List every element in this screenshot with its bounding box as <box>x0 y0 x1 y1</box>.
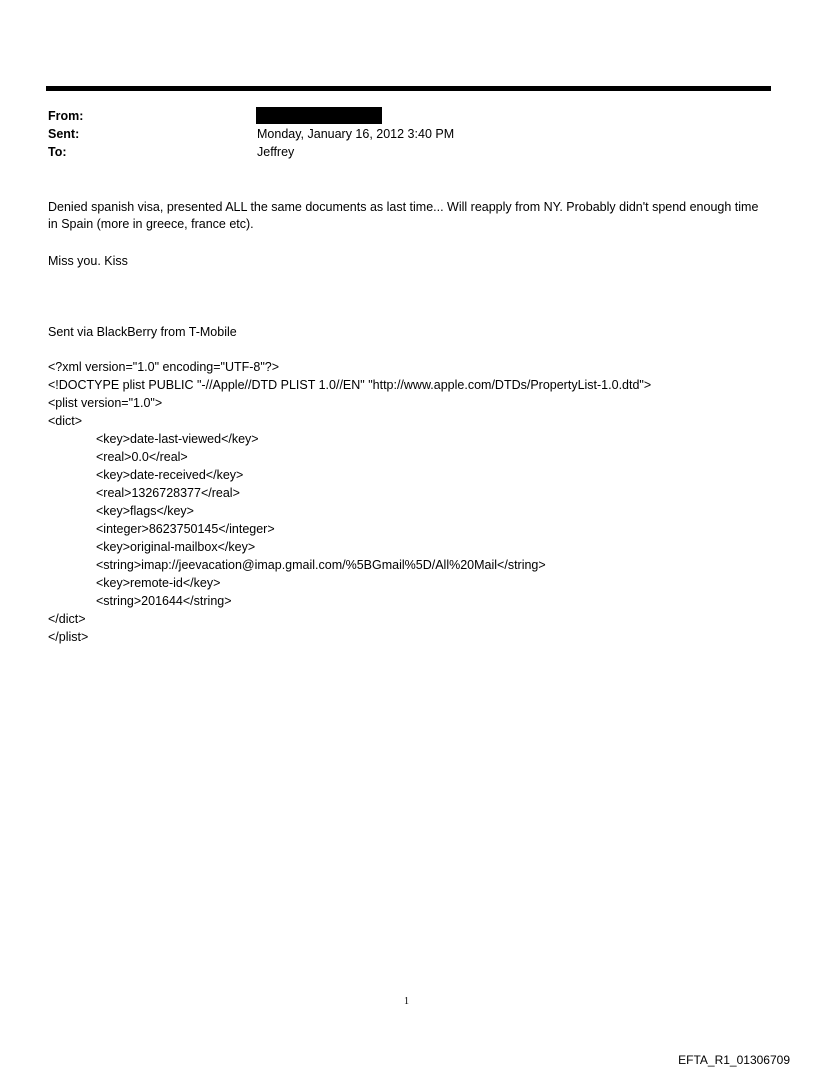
xml-line: <!DOCTYPE plist PUBLIC "-//Apple//DTD PLIST 1.0//EN" "http://www.apple.com/DTDs/PropertyList-1.0.dtd"> <box>48 378 652 392</box>
sent-label: Sent: <box>48 127 80 141</box>
to-label: To: <box>48 145 67 159</box>
xml-line: <key>date-last-viewed</key> <box>96 432 259 446</box>
xml-line: <real>1326728377</real> <box>96 486 240 500</box>
xml-line: </plist> <box>48 630 89 644</box>
xml-line: <string>201644</string> <box>96 594 232 608</box>
xml-line: </dict> <box>48 612 86 626</box>
xml-line: <key>flags</key> <box>96 504 194 518</box>
sent-value: Monday, January 16, 2012 3:40 PM <box>257 127 455 141</box>
message-signature: Sent via BlackBerry from T-Mobile <box>48 325 237 339</box>
xml-line: <integer>8623750145</integer> <box>96 522 275 536</box>
xml-line: <key>date-received</key> <box>96 468 244 482</box>
xml-line: <string>imap://jeevacation@imap.gmail.com/%5BGmail%5D/All%20Mail</string> <box>96 558 546 572</box>
page-number: 1 <box>404 996 409 1007</box>
xml-line: <key>remote-id</key> <box>96 576 221 590</box>
message-paragraph-1: Denied spanish visa, presented ALL the same documents as last time... Will reapply from NY. Probably didn't spend enough time in Spain (more in greece, france etc). <box>48 200 759 231</box>
header-rule <box>46 86 771 91</box>
to-value: Jeffrey <box>257 145 295 159</box>
xml-line: <real>0.0</real> <box>96 450 188 464</box>
message-paragraph-2: Miss you. Kiss <box>48 254 128 268</box>
xml-line: <key>original-mailbox</key> <box>96 540 256 554</box>
xml-line: <plist version="1.0"> <box>48 396 163 410</box>
document-id: EFTA_R1_01306709 <box>678 1053 790 1067</box>
redacted-sender <box>256 107 382 124</box>
xml-line: <dict> <box>48 414 83 428</box>
from-label: From: <box>48 109 84 123</box>
xml-line: <?xml version="1.0" encoding="UTF-8"?> <box>48 360 280 374</box>
